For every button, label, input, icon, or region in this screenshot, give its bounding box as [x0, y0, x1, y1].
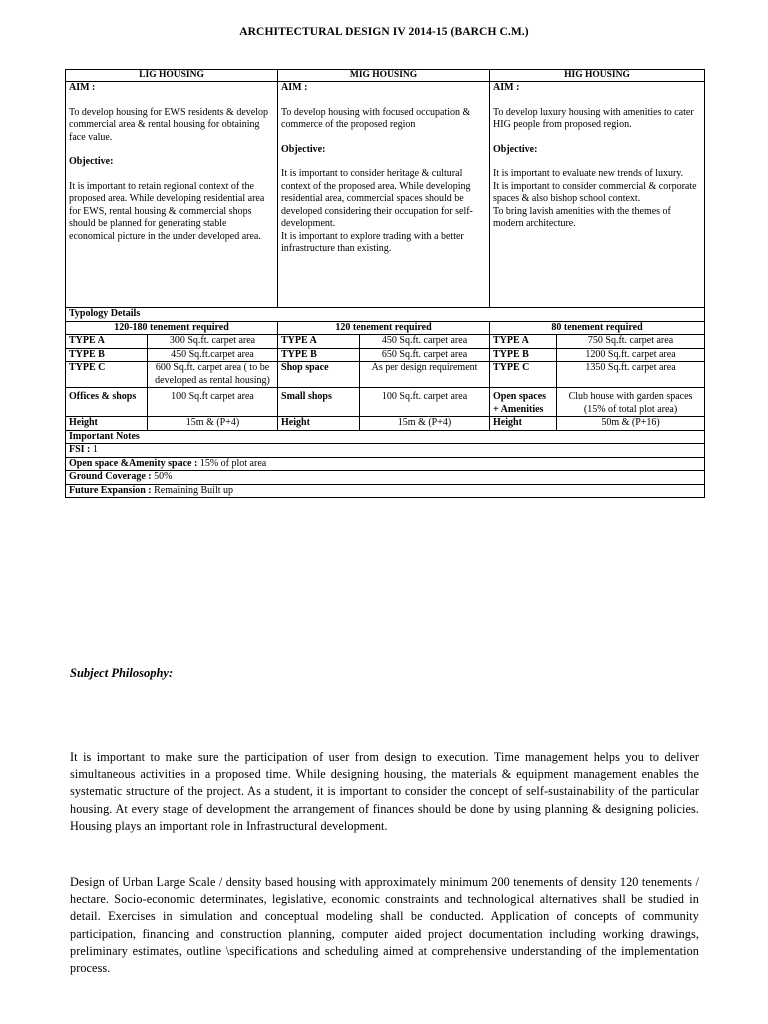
- type-label: TYPE A: [66, 335, 148, 349]
- height-label: Height: [278, 417, 360, 431]
- note-row: [66, 444, 705, 458]
- type-value: Club house with garden spaces (15% of total plot area): [557, 388, 705, 417]
- tenement-required-row: [66, 321, 705, 335]
- table-row: [66, 417, 705, 431]
- objective-text: It is important to retain regional context of the proposed area. While developing residential area for EWS, rental housing & commercial shops should be planned for generating stable economical picture in the under developed area.: [69, 180, 265, 242]
- mig-tenement-required: 120 tenement required: [278, 321, 490, 335]
- note-label: Open space &Amenity space :: [69, 457, 198, 469]
- note-ground-coverage: [66, 471, 705, 485]
- height-label: Height: [66, 417, 148, 431]
- type-label: TYPE A: [278, 335, 360, 349]
- table-row: [66, 348, 705, 362]
- type-value: 450 Sq.ft.carpet area: [148, 348, 278, 362]
- note-label: Ground Coverage :: [69, 471, 152, 483]
- lig-heading: LIG HOUSING: [66, 70, 278, 82]
- table-row: [66, 388, 705, 417]
- note-future-expansion: [66, 484, 705, 498]
- objective-text: To bring lavish amenities with the themes of modern architecture.: [493, 205, 671, 230]
- type-value: 600 Sq.ft. carpet area ( to be developed as rental housing): [148, 362, 278, 388]
- objective-label: Objective:: [69, 156, 114, 168]
- height-value: 50m & (P+16): [557, 417, 705, 431]
- mig-heading: MIG HOUSING: [278, 70, 490, 82]
- typology-heading-row: [66, 308, 705, 322]
- objective-label: Objective:: [493, 143, 538, 155]
- aim-text: To develop housing with focused occupation & commerce of the proposed region: [281, 106, 471, 131]
- lig-tenement-required: 120-180 tenement required: [66, 321, 278, 335]
- page-title: ARCHITECTURAL DESIGN IV 2014-15 (BARCH C.M.): [239, 26, 529, 38]
- note-fsi: [66, 444, 705, 458]
- note-row: [66, 457, 705, 471]
- philosophy-paragraph: Design of Urban Large Scale / density based housing with approximately minimum 200 tenements of density 120 tenements / hectare. Socio-economic determinates, legislative, economic constraints and technological alternatives shall be studied in detail. Exercises in simulation and conceptual modeling shall be conducted. Application of concepts of community participation, financing and construction planning, computer aided project documentation including working drawings, preliminary estimates, outline \specifications and scheduling aimed at comprehensive understanding of the implementation process.: [70, 875, 699, 976]
- height-label: Height: [490, 417, 557, 431]
- type-value: 100 Sq.ft carpet area: [148, 388, 278, 417]
- objective-text: It is important to consider commercial & corporate spaces & also bishop school context.: [493, 180, 697, 205]
- aim-objective-row: [66, 82, 705, 308]
- philosophy-heading: Subject Philosophy:: [70, 666, 174, 680]
- aim-text: To develop housing for EWS residents & develop commercial area & rental housing for obtaining face value.: [69, 106, 268, 143]
- note-open-space: [66, 457, 705, 471]
- type-label: TYPE B: [278, 348, 360, 362]
- aim-text: To develop luxury housing with amenities to cater HIG people from proposed region.: [493, 106, 694, 131]
- type-value: 450 Sq.ft. carpet area: [360, 335, 490, 349]
- notes-heading: Important Notes: [66, 430, 705, 444]
- type-value: 300 Sq.ft. carpet area: [148, 335, 278, 349]
- hig-tenement-required: 80 tenement required: [490, 321, 705, 335]
- aim-label: AIM :: [493, 82, 520, 94]
- typology-heading: Typology Details: [66, 308, 705, 322]
- objective-text: It is important to consider heritage & cultural context of the proposed area. While developing residential area, commercial spaces should be developed considering their occupation for self-development.: [281, 168, 473, 230]
- note-label: FSI :: [69, 444, 91, 456]
- height-value: 15m & (P+4): [360, 417, 490, 431]
- height-value: 15m & (P+4): [148, 417, 278, 431]
- housing-header-row: [66, 70, 705, 82]
- note-value: 50%: [151, 471, 173, 483]
- hig-aim-cell: [490, 82, 705, 308]
- type-label: Offices & shops: [66, 388, 148, 417]
- type-label: Shop space: [278, 362, 360, 388]
- type-value: 750 Sq.ft. carpet area: [557, 335, 705, 349]
- philosophy-paragraph: It is important to make sure the participation of user from design to execution. Time management helps you to deliver simultaneous activities in a proposed time. While designing housing, the materials & equipment management enables the systematic structure of the project. As a student, it is important to consider the concept of self-sustainability of the particular housing. At every stage of development the arrangement of finances should be done by using planning & designing policies. Housing plays an important role in Infrastructural development.: [70, 750, 699, 833]
- note-value: 15% of plot area: [197, 457, 267, 469]
- type-label: TYPE B: [490, 348, 557, 362]
- type-value: 1200 Sq.ft. carpet area: [557, 348, 705, 362]
- type-label: Open spaces + Amenities: [490, 388, 557, 417]
- type-label: TYPE C: [490, 362, 557, 388]
- type-label: Small shops: [278, 388, 360, 417]
- table-row: [66, 335, 705, 349]
- note-label: Future Expansion :: [69, 484, 152, 496]
- aim-label: AIM :: [281, 82, 308, 94]
- aim-label: AIM :: [69, 82, 96, 94]
- design-brief-table: [65, 69, 705, 498]
- objective-label: Objective:: [281, 143, 326, 155]
- type-label: TYPE A: [490, 335, 557, 349]
- note-row: [66, 471, 705, 485]
- lig-aim-cell: [66, 82, 278, 308]
- note-value: Remaining Built up: [151, 484, 234, 496]
- note-value: 1: [90, 444, 98, 456]
- mig-aim-cell: [278, 82, 490, 308]
- type-label: TYPE B: [66, 348, 148, 362]
- objective-text: It is important to evaluate new trends of luxury.: [493, 168, 684, 180]
- type-value: 650 Sq.ft. carpet area: [360, 348, 490, 362]
- hig-heading: HIG HOUSING: [490, 70, 705, 82]
- type-value: As per design requirement: [360, 362, 490, 388]
- type-value: 100 Sq.ft. carpet area: [360, 388, 490, 417]
- notes-heading-row: [66, 430, 705, 444]
- type-value: 1350 Sq.ft. carpet area: [557, 362, 705, 388]
- table-row: [66, 362, 705, 388]
- type-label: TYPE C: [66, 362, 148, 388]
- note-row: [66, 484, 705, 498]
- objective-text: It is important to explore trading with a better infrastructure than existing.: [281, 230, 464, 255]
